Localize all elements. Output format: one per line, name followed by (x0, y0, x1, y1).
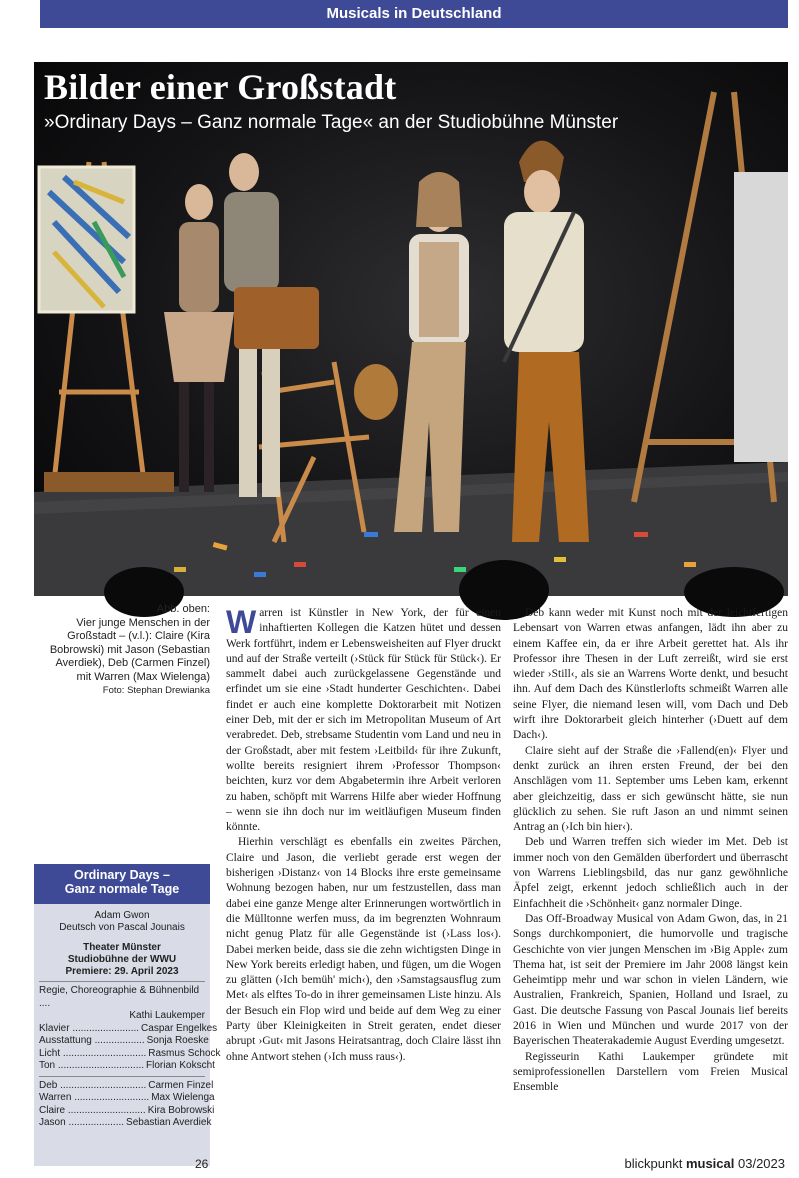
article-paragraph: Claire sieht auf der Straße die ›Fallend(en)‹ Flyer und denkt zurück an ihren ersten Freund, der bei den Anschlägen vom 11. September ums Leben kam, erkennt aber gleichzeitig, dass er sich gewünscht hätte, sie nun glücklich zu sehen. Sie ruft Jason an und nimmt seinen Antrag an (›Ich bin hier‹). (513, 744, 788, 834)
cast-name: Sebastian Averdiek (126, 1117, 212, 1128)
magazine-issue: 03/2023 (738, 1156, 785, 1171)
article-paragraph: Regisseurin Kathi Laukemper gründete mit semiprofessionellen Darstellern vom Freien Musical Ensemble (513, 1050, 788, 1094)
credit-name: Rasmus Schock (148, 1047, 221, 1059)
magazine-prefix: blickpunkt (624, 1156, 683, 1171)
credit-row (39, 1035, 209, 1048)
infobox-theatre: Theater Münster (83, 942, 161, 953)
paragraph-text: arren ist Künstler in New York, der für einen inhaftierten Kollegen die Katzen hütet und dessen Werk fortführt, indem er Lebensweisheiten auf Flyer druckt und auf der Straße verteilt (›Stück für Stück für Stück‹). Er sammelt dabei auch zurückgelassene Gegenstände und erfindet um sie eine ›Stadt hunderter Geschichten‹. Dabei findet er auch eine komplette Doktorarbeit mit Notizen einer Deb, mit der er sich im Metropolitan Museum of Art verabredet. Deb, strebsame Studentin vom Land und neu in der Großstadt, aber mit festem ›Leitbild‹ für ihre Zukunft, wollte bereits resigniert ihrem ›Professor Thompson‹ beichten, kurz vor dem Abgabetermin ihre Arbeit verloren zu haben, schöpft mit Warrens Hilfe aber wieder Hoffnung – wenn sie ihn doch nur im weitläufigen Museum finden könnte. (226, 607, 501, 834)
credit-row (39, 1060, 215, 1073)
credit-role-direction: Regie, Choreographie & Bühnenbild .... (39, 985, 200, 1009)
credit-name: Caspar Engelkes (141, 1022, 218, 1034)
hero-photo (34, 62, 788, 596)
credit-row (39, 1022, 218, 1036)
page-number: 26 (195, 1157, 209, 1171)
cast-row (39, 1104, 215, 1118)
production-infobox (34, 864, 221, 1169)
credit-name: Florian Kokscht (146, 1060, 215, 1071)
infobox-translation: Deutsch von Pascal Jounais (59, 922, 185, 933)
article-paragraph: Deb und Warren treffen sich wieder im Met. Deb ist immer noch von den Gemälden überfordert und überrascht von Warrens Lieblingsbild, das nur ganz gewöhnliche Äpfel zeigt, erkennt jedoch schließlich auch in der Einfachheit die ›Schönheit‹ ganz normaler Dinge. (513, 836, 788, 910)
article-column-2 (513, 606, 788, 1096)
article-subtitle: »Ordinary Days – Ganz normale Tage« an der Studiobühne Münster (44, 112, 619, 133)
infobox-author: Adam Gwon (94, 910, 150, 921)
credit-role: Licht .............................. (39, 1047, 147, 1059)
section-banner: Musicals in Deutschland (40, 0, 788, 28)
magazine-footer (625, 1156, 785, 1171)
drop-cap: W (226, 604, 257, 640)
article-column-1 (226, 606, 501, 1065)
credit-name-direction: Kathi Laukemper (129, 1010, 205, 1021)
article-paragraph (226, 606, 501, 835)
article-paragraph: Das Off-Broadway Musical von Adam Gwon, das, in 21 Songs durchkomponiert, die humorvolle und tragische Geschichte von vier jungen Menschen im ›Big Apple‹ zum Thema hat, ist seit der Premiere im Jahr 2008 längst kein Geheimtipp mehr und war schon in vielen Ländern, wie Australien, Frankreich, Spanien, Holland und Israel, zu Gast. Die deutsche Fassung von Pascal Jounais lief bereits 2016 in Wien und München und wurde 2017 von der Bayerischen Theaterakademie August Everding umgesetzt. (513, 912, 788, 1048)
stage-illustration (34, 62, 788, 596)
article-paragraph: Deb kann weder mit Kunst noch mit der leichtfertigen Lebensart von Warren etwas anfangen, lädt ihn aber zu einem Kaffee ein, da er ihre Arbeit gerettet hat. Als ihr Professor ihre Thesen in der Luft zerreißt, wird sie erst wieder ›Still‹, als sie an Warrens Worte denkt, und besucht ihn. Auf dem Dach des Künstlerlofts schmeißt Warren alle seine Flyer, die niemand lesen will, vom Dach und Deb wirft ihre Doktorarbeit gleich hinterher (›Duett auf dem Dach‹). (513, 607, 788, 742)
infobox-body (34, 904, 221, 1166)
infobox-title (34, 864, 210, 904)
cast-role: Warren ........................... (39, 1092, 150, 1103)
photo-credit: Foto: Stephan Drewianka (102, 685, 210, 696)
article-title: Bilder einer Großstadt (44, 67, 397, 107)
credit-row (39, 1047, 221, 1061)
cast-row (39, 1117, 212, 1130)
cast-role: Claire ............................ (39, 1104, 146, 1116)
infobox-title-line2: Ganz normale Tage (64, 882, 180, 896)
credit-role: Ausstattung .................. (39, 1035, 145, 1046)
article-paragraph: Hierhin verschlägt es ebenfalls ein zweites Pärchen, Claire und Jason, die verliebt gerade erst wegen der bisherigen ›Distanz‹ von 14 Blocks ihre erste gemeinsame Wohnung bezogen haben, nur um festzustellen, dass man dabei eine ganze Menge alter Erinnerungen wortwörtlich in die Mülltonne werfen muss, da im begrenzten Wohnraum nicht genug Platz für alle Gegenstände ist (›Lass los‹). Dabei merken beide, dass sie die zehn wichtigsten Dinge in New York bereits erledigt haben, und fügen, um die Wogen zu glätten (›Ich bemüh' mich‹), den ›Samstagsausflug zum Met‹ als elftes To-do in ihrer gemeinsamen Liste hinzu. Als der Besuch ein Flop wird und beide auf dem Weg zu einer Party über Kleinigkeiten in Streit geraten, endet dieser abrupt ›Gut‹ mit Jasons Heiratsantrag, doch Claire lässt ihn ohne Antwort stehen (›Ich muss raus‹). (226, 836, 501, 1063)
infobox-venue: Studiobühne der WWU (67, 954, 177, 965)
cast-role: Jason .................... (39, 1117, 125, 1128)
cast-row (39, 1079, 214, 1093)
cast-name: Max Wielenga (151, 1092, 215, 1103)
magazine-name: musical (685, 1156, 735, 1171)
caption-text: Vier junge Menschen in der Großstadt – (v.l.): Claire (Kira Bobrowski) mit Jason (Sebastian Averdiek), Deb (Carmen Finzel) mit Warren (Max Wielenga) (49, 616, 210, 683)
credit-role: Klavier ........................ (39, 1022, 140, 1034)
cast-name: Carmen Finzel (148, 1079, 214, 1091)
cast-role: Deb ............................... (39, 1079, 147, 1091)
credit-name: Sonja Roeske (146, 1035, 209, 1046)
cast-name: Kira Bobrowski (147, 1104, 215, 1116)
credit-role: Ton ............................... (39, 1060, 145, 1071)
cast-row (39, 1092, 215, 1105)
infobox-premiere: Premiere: 29. April 2023 (65, 966, 179, 977)
caption-label: Abb. oben: (156, 603, 210, 615)
photo-caption (40, 603, 210, 698)
infobox-title-line1: Ordinary Days – (74, 868, 170, 882)
